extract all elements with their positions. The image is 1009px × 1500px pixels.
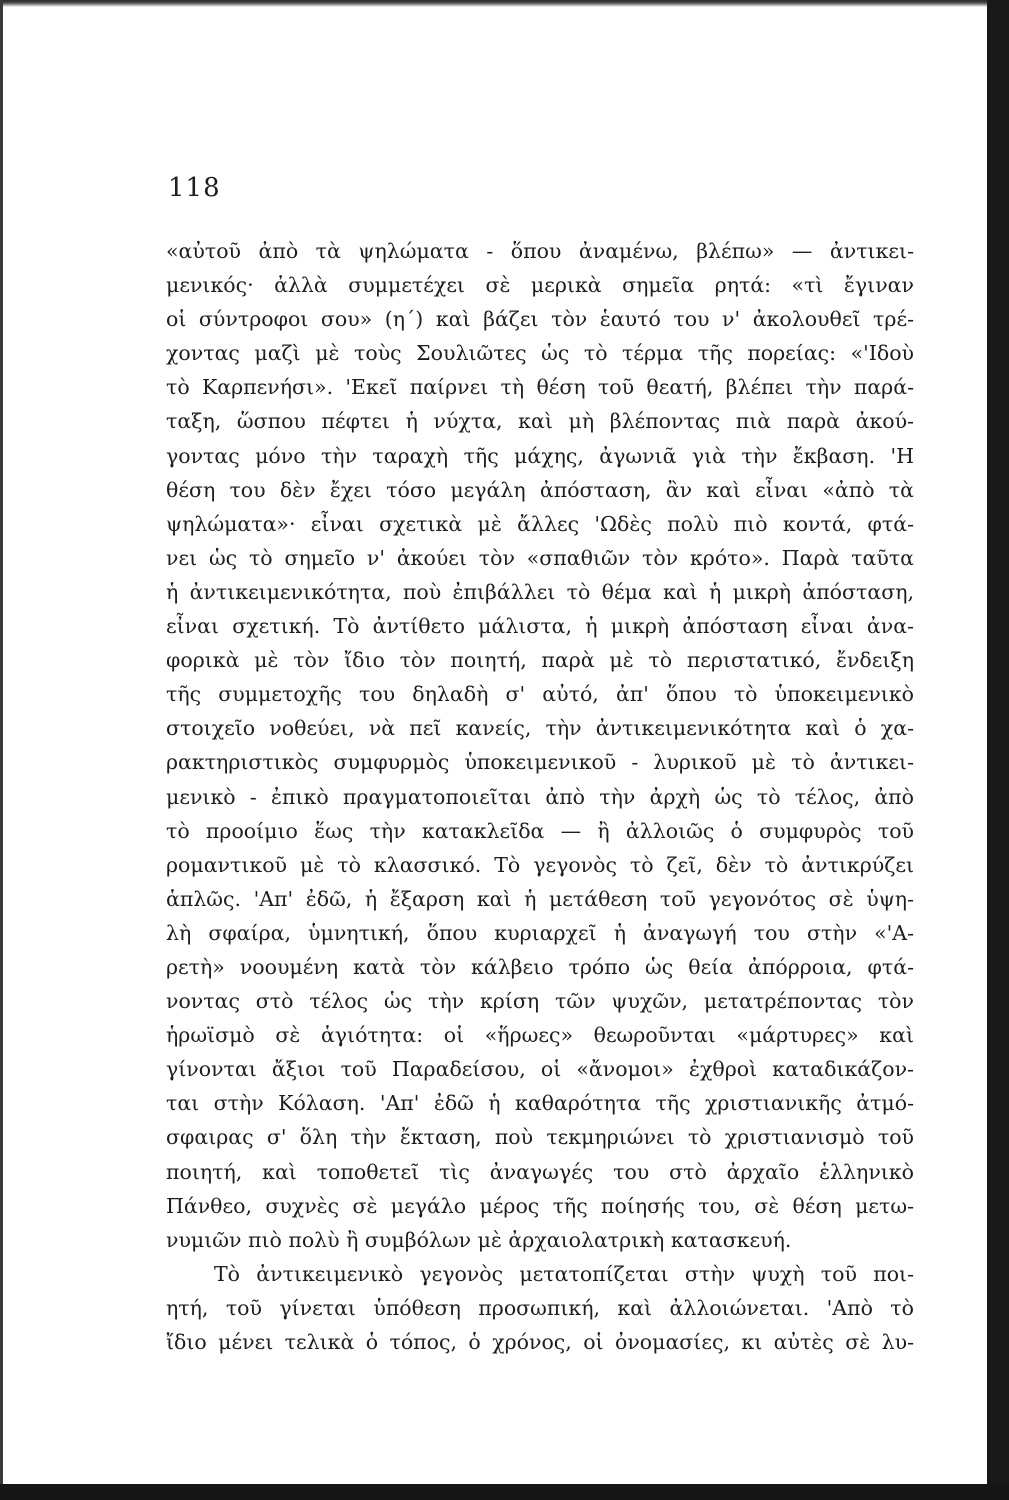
text-line: ψηλώματα»· εἶναι σχετικὰ μὲ ἄλλες 'Ωδὲς πολὺ πιὸ κοντά, φτά- bbox=[166, 511, 914, 536]
scan-left-edge bbox=[0, 0, 3, 1500]
text-line: ητή, τοῦ γίνεται ὑπόθεση προσωπική, καὶ ἀλλοιώνεται. 'Απὸ τὸ bbox=[166, 1295, 914, 1320]
text-line: χοντας μαζὶ μὲ τοὺς Σουλιῶτες ὡς τὸ τέρμα τῆς πορείας: «'Ιδοὺ bbox=[166, 341, 914, 366]
paragraph-end-line: νυμιῶν πιὸ πολὺ ἢ συμβόλων μὲ ἀρχαιολατρικὴ κατασκευή. bbox=[166, 1227, 792, 1252]
scan-top-edge bbox=[0, 0, 1009, 7]
text-line: Πάνθεο, συχνὲς σὲ μεγάλο μέρος τῆς ποίησής του, σὲ θέση μετω- bbox=[166, 1193, 914, 1218]
text-line: μενικὸ - ἐπικὸ πραγματοποιεῖται ἀπὸ τὴν ἀρχὴ ὡς τὸ τέλος, ἀπὸ bbox=[166, 784, 914, 809]
text-line: ρακτηριστικὸς συμφυρμὸς ὑποκειμενικοῦ - λυρικοῦ μὲ τὸ ἀντικει- bbox=[166, 750, 914, 775]
text-line: νει ὡς τὸ σημεῖο ν' ἀκούει τὸν «σπαθιῶν τὸν κρότο». Παρὰ ταῦτα bbox=[166, 545, 914, 570]
text-line: γοντας μόνο τὴν ταραχὴ τῆς μάχης, ἀγωνιᾶ γιὰ τὴν ἔκβαση. 'Η bbox=[166, 443, 914, 468]
text-line: τῆς συμμετοχῆς του δηλαδὴ σ' αὐτό, ἀπ' ὅπου τὸ ὑποκειμενικὸ bbox=[166, 682, 914, 707]
text-line: ρετὴ» νοουμένη κατὰ τὸν κάλβειο τρόπο ὡς θεία ἀπόρροια, φτά- bbox=[166, 954, 914, 979]
text-line: ται στὴν Κόλαση. 'Απ' ἐδῶ ἡ καθαρότητα τῆς χριστιανικῆς ἀτμό- bbox=[166, 1091, 914, 1116]
text-line: ἁπλῶς. 'Απ' ἐδῶ, ἡ ἔξαρση καὶ ἡ μετάθεση τοῦ γεγονότος σὲ ὑψη- bbox=[166, 886, 914, 911]
text-line: λὴ σφαίρα, ὑμνητική, ὅπου κυριαρχεῖ ἡ ἀναγωγή του στὴν «'Α- bbox=[166, 920, 914, 945]
text-line: τὸ Καρπενήσι». 'Εκεῖ παίρνει τὴ θέση τοῦ θεατή, βλέπει τὴν παρά- bbox=[166, 375, 914, 400]
scan-bottom-edge bbox=[0, 1484, 1009, 1500]
text-line: εἶναι σχετική. Τὸ ἀντίθετο μάλιστα, ἡ μικρὴ ἀπόσταση εἶναι ἀνα- bbox=[166, 614, 914, 639]
page-number: 118 bbox=[168, 173, 221, 203]
text-line: ἡρωϊσμὸ σὲ ἁγιότητα: οἱ «ἥρωες» θεωροῦνται «μάρτυρες» καὶ bbox=[166, 1023, 914, 1048]
text-line: φορικὰ μὲ τὸν ἴδιο τὸν ποιητή, παρὰ μὲ τὸ περιστατικό, ἔνδειξη bbox=[166, 648, 914, 673]
text-line: στοιχεῖο νοθεύει, νὰ πεῖ κανείς, τὴν ἀντικειμενικότητα καὶ ὁ χα- bbox=[166, 716, 914, 741]
text-line: σφαιρας σ' ὅλη τὴν ἔκταση, ποὺ τεκμηριώνει τὸ χριστιανισμὸ τοῦ bbox=[166, 1125, 914, 1150]
text-line: ταξη, ὥσπου πέφτει ἡ νύχτα, καὶ μὴ βλέποντας πιὰ παρὰ ἀκού- bbox=[166, 409, 914, 434]
text-line: ρομαντικοῦ μὲ τὸ κλασσικό. Τὸ γεγονὸς τὸ ζεῖ, δὲν τὸ ἀντικρύζει bbox=[166, 852, 914, 877]
text-line: ἴδιο μένει τελικὰ ὁ τόπος, ὁ χρόνος, οἱ ὀνομασίες, κι αὐτὲς σὲ λυ- bbox=[166, 1330, 914, 1354]
text-line: μενικός· ἀλλὰ συμμετέχει σὲ μερικὰ σημεῖα ρητά: «τὶ ἔγιναν bbox=[166, 273, 914, 298]
text-line: τὸ προοίμιο ἕως τὴν κατακλεῖδα — ἢ ἀλλοιῶς ὁ συμφυρὸς τοῦ bbox=[166, 818, 914, 843]
text-line: οἱ σύντροφοι σου» (η΄) καὶ βάζει τὸν ἑαυτό του ν' ἀκολουθεῖ τρέ- bbox=[166, 307, 914, 332]
scan-right-edge bbox=[987, 0, 1009, 1500]
body-text bbox=[166, 234, 914, 1359]
paragraph-start-line: Τὸ ἀντικειμενικὸ γεγονὸς μετατοπίζεται στὴν ψυχὴ τοῦ ποι- bbox=[214, 1261, 914, 1286]
text-line: «αὐτοῦ ἀπὸ τὰ ψηλώματα - ὅπου ἀναμένω, βλέπω» — ἀντικει- bbox=[166, 239, 914, 263]
text-line: γίνονται ἄξιοι τοῦ Παραδείσου, οἱ «ἄνομοι» ἐχθροὶ καταδικάζον- bbox=[166, 1057, 914, 1082]
text-line: ἡ ἀντικειμενικότητα, ποὺ ἐπιβάλλει τὸ θέμα καὶ ἡ μικρὴ ἀπόσταση, bbox=[166, 579, 914, 604]
text-line: ποιητή, καὶ τοποθετεῖ τὶς ἀναγωγές του στὸ ἀρχαῖο ἑλληνικὸ bbox=[166, 1159, 914, 1184]
text-line: νοντας στὸ τέλος ὡς τὴν κρίση τῶν ψυχῶν, μετατρέποντας τὸν bbox=[166, 989, 914, 1014]
text-line: θέση του δὲν ἔχει τόσο μεγάλη ἀπόσταση, ἂν καὶ εἶναι «ἀπὸ τὰ bbox=[166, 477, 914, 502]
